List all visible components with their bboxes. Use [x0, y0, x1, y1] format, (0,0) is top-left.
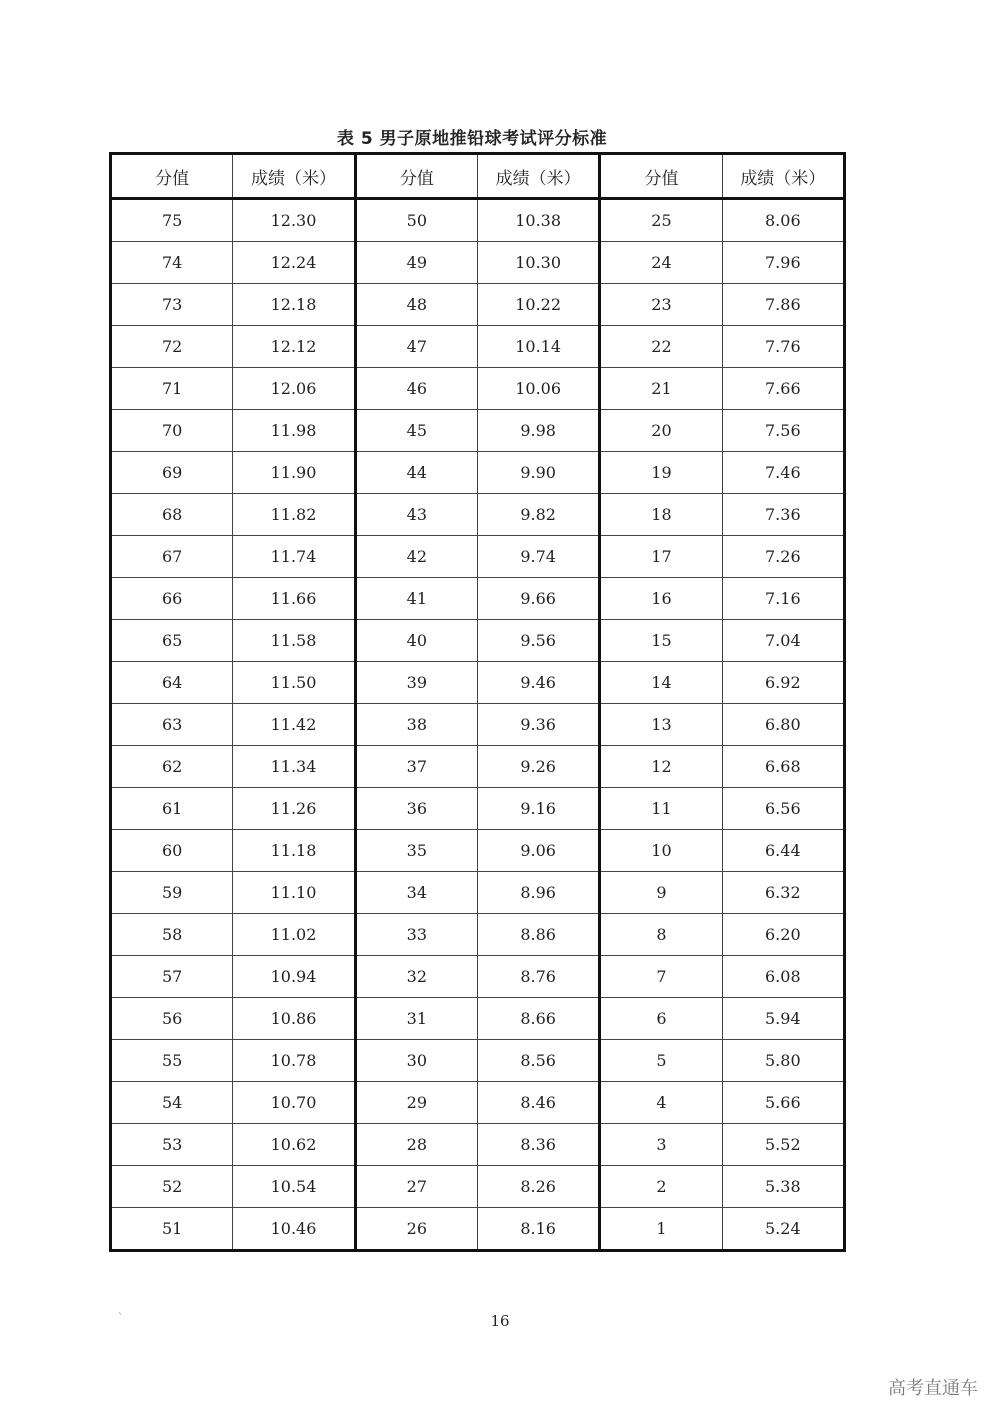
score-cell: 45: [355, 410, 477, 452]
table-row: [111, 956, 845, 998]
result-cell: 11.82: [233, 494, 355, 536]
header-result: 成绩（米）: [722, 154, 844, 199]
result-cell: 9.46: [477, 662, 599, 704]
table-row: [111, 704, 845, 746]
score-cell: 50: [355, 199, 477, 242]
result-cell: 11.26: [233, 788, 355, 830]
result-cell: 5.52: [722, 1124, 844, 1166]
score-cell: 39: [355, 662, 477, 704]
score-cell: 43: [355, 494, 477, 536]
result-cell: 7.36: [722, 494, 844, 536]
result-cell: 12.24: [233, 242, 355, 284]
score-cell: 66: [111, 578, 233, 620]
result-cell: 9.98: [477, 410, 599, 452]
score-cell: 61: [111, 788, 233, 830]
result-cell: 11.10: [233, 872, 355, 914]
score-cell: 41: [355, 578, 477, 620]
score-cell: 3: [600, 1124, 722, 1166]
table-row: [111, 998, 845, 1040]
result-cell: 12.18: [233, 284, 355, 326]
score-cell: 31: [355, 998, 477, 1040]
table-row: [111, 872, 845, 914]
result-cell: 7.56: [722, 410, 844, 452]
score-cell: 40: [355, 620, 477, 662]
result-cell: 6.20: [722, 914, 844, 956]
header-result: 成绩（米）: [233, 154, 355, 199]
table-row: [111, 1082, 845, 1124]
score-cell: 73: [111, 284, 233, 326]
score-cell: 52: [111, 1166, 233, 1208]
score-cell: 49: [355, 242, 477, 284]
result-cell: 10.06: [477, 368, 599, 410]
score-cell: 17: [600, 536, 722, 578]
score-cell: 54: [111, 1082, 233, 1124]
score-cell: 58: [111, 914, 233, 956]
score-cell: 47: [355, 326, 477, 368]
result-cell: 7.04: [722, 620, 844, 662]
table-row: [111, 746, 845, 788]
score-cell: 70: [111, 410, 233, 452]
result-cell: 8.16: [477, 1208, 599, 1251]
result-cell: 9.66: [477, 578, 599, 620]
score-cell: 8: [600, 914, 722, 956]
header-score: 分值: [600, 154, 722, 199]
result-cell: 5.66: [722, 1082, 844, 1124]
result-cell: 5.94: [722, 998, 844, 1040]
result-cell: 10.86: [233, 998, 355, 1040]
table-row: [111, 242, 845, 284]
result-cell: 11.34: [233, 746, 355, 788]
score-cell: 38: [355, 704, 477, 746]
score-cell: 27: [355, 1166, 477, 1208]
result-cell: 11.58: [233, 620, 355, 662]
score-cell: 72: [111, 326, 233, 368]
result-cell: 6.56: [722, 788, 844, 830]
result-cell: 12.06: [233, 368, 355, 410]
result-cell: 8.76: [477, 956, 599, 998]
table-row: [111, 914, 845, 956]
result-cell: 8.86: [477, 914, 599, 956]
result-cell: 11.90: [233, 452, 355, 494]
result-cell: 11.98: [233, 410, 355, 452]
result-cell: 10.54: [233, 1166, 355, 1208]
result-cell: 11.42: [233, 704, 355, 746]
table-row: [111, 536, 845, 578]
score-cell: 14: [600, 662, 722, 704]
watermark: 高考直通车: [888, 1378, 978, 1399]
score-cell: 57: [111, 956, 233, 998]
result-cell: 5.80: [722, 1040, 844, 1082]
score-cell: 75: [111, 199, 233, 242]
result-cell: 10.14: [477, 326, 599, 368]
result-cell: 8.56: [477, 1040, 599, 1082]
result-cell: 8.36: [477, 1124, 599, 1166]
result-cell: 11.18: [233, 830, 355, 872]
result-cell: 10.70: [233, 1082, 355, 1124]
result-cell: 12.12: [233, 326, 355, 368]
score-cell: 6: [600, 998, 722, 1040]
result-cell: 11.66: [233, 578, 355, 620]
result-cell: 10.78: [233, 1040, 355, 1082]
score-cell: 36: [355, 788, 477, 830]
result-cell: 7.76: [722, 326, 844, 368]
table-row: [111, 494, 845, 536]
table-row: [111, 662, 845, 704]
score-cell: 25: [600, 199, 722, 242]
result-cell: 5.24: [722, 1208, 844, 1251]
table-row: [111, 578, 845, 620]
result-cell: 6.80: [722, 704, 844, 746]
result-cell: 7.86: [722, 284, 844, 326]
table-title: 表 5 男子原地推铅球考试评分标准: [336, 129, 608, 149]
table-body: [111, 199, 845, 1251]
score-cell: 44: [355, 452, 477, 494]
stray-mark: `: [118, 1313, 123, 1324]
table-row: [111, 620, 845, 662]
result-cell: 7.26: [722, 536, 844, 578]
result-cell: 11.02: [233, 914, 355, 956]
score-cell: 15: [600, 620, 722, 662]
score-cell: 65: [111, 620, 233, 662]
score-cell: 12: [600, 746, 722, 788]
score-cell: 18: [600, 494, 722, 536]
score-cell: 59: [111, 872, 233, 914]
table-row: [111, 326, 845, 368]
score-cell: 28: [355, 1124, 477, 1166]
result-cell: 10.30: [477, 242, 599, 284]
score-cell: 42: [355, 536, 477, 578]
score-cell: 10: [600, 830, 722, 872]
score-cell: 26: [355, 1208, 477, 1251]
score-cell: 74: [111, 242, 233, 284]
table-row: [111, 830, 845, 872]
score-cell: 62: [111, 746, 233, 788]
score-cell: 55: [111, 1040, 233, 1082]
result-cell: 9.74: [477, 536, 599, 578]
result-cell: 10.46: [233, 1208, 355, 1251]
table-row: [111, 1166, 845, 1208]
header-score: 分值: [355, 154, 477, 199]
result-cell: 9.06: [477, 830, 599, 872]
result-cell: 10.38: [477, 199, 599, 242]
result-cell: 11.50: [233, 662, 355, 704]
score-cell: 5: [600, 1040, 722, 1082]
table-row: [111, 199, 845, 242]
result-cell: 6.92: [722, 662, 844, 704]
result-cell: 7.16: [722, 578, 844, 620]
score-cell: 69: [111, 452, 233, 494]
table-header-row: [111, 154, 845, 199]
result-cell: 10.22: [477, 284, 599, 326]
score-cell: 13: [600, 704, 722, 746]
result-cell: 6.08: [722, 956, 844, 998]
table-row: [111, 1208, 845, 1251]
score-cell: 48: [355, 284, 477, 326]
header-result: 成绩（米）: [477, 154, 599, 199]
result-cell: 8.26: [477, 1166, 599, 1208]
result-cell: 9.82: [477, 494, 599, 536]
result-cell: 8.96: [477, 872, 599, 914]
score-cell: 37: [355, 746, 477, 788]
result-cell: 10.94: [233, 956, 355, 998]
result-cell: 11.74: [233, 536, 355, 578]
result-cell: 10.62: [233, 1124, 355, 1166]
score-cell: 35: [355, 830, 477, 872]
scoring-table: [109, 152, 846, 1252]
result-cell: 8.46: [477, 1082, 599, 1124]
score-cell: 19: [600, 452, 722, 494]
result-cell: 9.26: [477, 746, 599, 788]
table-row: [111, 368, 845, 410]
score-cell: 30: [355, 1040, 477, 1082]
result-cell: 9.36: [477, 704, 599, 746]
score-cell: 46: [355, 368, 477, 410]
score-cell: 67: [111, 536, 233, 578]
result-cell: 5.38: [722, 1166, 844, 1208]
result-cell: 8.06: [722, 199, 844, 242]
score-cell: 60: [111, 830, 233, 872]
score-cell: 32: [355, 956, 477, 998]
score-cell: 56: [111, 998, 233, 1040]
score-cell: 53: [111, 1124, 233, 1166]
score-cell: 63: [111, 704, 233, 746]
page-number: 16: [490, 1312, 510, 1330]
score-cell: 21: [600, 368, 722, 410]
result-cell: 12.30: [233, 199, 355, 242]
score-cell: 33: [355, 914, 477, 956]
score-cell: 16: [600, 578, 722, 620]
result-cell: 6.44: [722, 830, 844, 872]
score-cell: 34: [355, 872, 477, 914]
result-cell: 7.96: [722, 242, 844, 284]
score-cell: 71: [111, 368, 233, 410]
table-row: [111, 452, 845, 494]
result-cell: 9.16: [477, 788, 599, 830]
score-cell: 64: [111, 662, 233, 704]
result-cell: 8.66: [477, 998, 599, 1040]
score-cell: 51: [111, 1208, 233, 1251]
score-cell: 11: [600, 788, 722, 830]
result-cell: 6.68: [722, 746, 844, 788]
score-cell: 9: [600, 872, 722, 914]
score-cell: 22: [600, 326, 722, 368]
table-row: [111, 1040, 845, 1082]
result-cell: 7.66: [722, 368, 844, 410]
table-row: [111, 284, 845, 326]
score-cell: 29: [355, 1082, 477, 1124]
score-cell: 2: [600, 1166, 722, 1208]
score-cell: 23: [600, 284, 722, 326]
score-cell: 20: [600, 410, 722, 452]
header-score: 分值: [111, 154, 233, 199]
score-cell: 7: [600, 956, 722, 998]
table-row: [111, 410, 845, 452]
score-cell: 1: [600, 1208, 722, 1251]
score-cell: 68: [111, 494, 233, 536]
result-cell: 7.46: [722, 452, 844, 494]
score-cell: 4: [600, 1082, 722, 1124]
score-cell: 24: [600, 242, 722, 284]
result-cell: 9.56: [477, 620, 599, 662]
table-row: [111, 1124, 845, 1166]
table-row: [111, 788, 845, 830]
result-cell: 6.32: [722, 872, 844, 914]
result-cell: 9.90: [477, 452, 599, 494]
